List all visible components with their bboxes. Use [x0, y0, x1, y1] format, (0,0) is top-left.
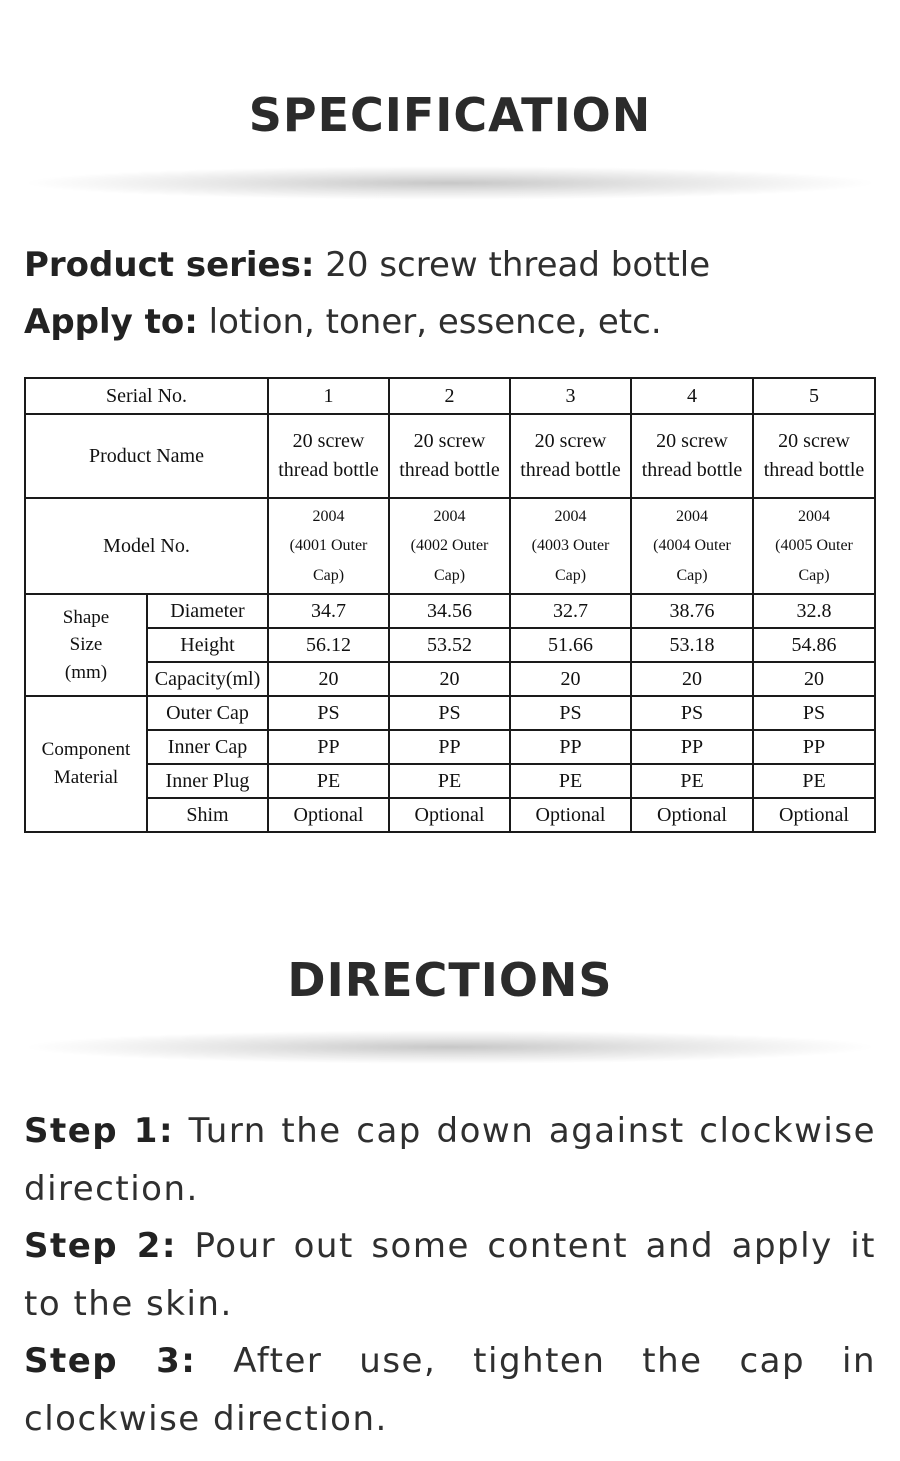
capacity-cell: 20	[631, 662, 753, 696]
height-label: Height	[147, 628, 268, 662]
height-cell: 53.18	[631, 628, 753, 662]
model-cell	[753, 498, 875, 594]
table-row-outer-cap	[25, 696, 875, 730]
outer-cap-cell: PS	[268, 696, 389, 730]
model-line: 2004	[554, 507, 587, 525]
model-line: Cap)	[554, 566, 587, 584]
serial-cell: 2	[389, 378, 510, 414]
shim-cell: Optional	[753, 798, 875, 832]
product-series-line	[24, 245, 876, 285]
inner-cap-cell: PP	[753, 730, 875, 764]
serial-cell: 4	[631, 378, 753, 414]
serial-cell: 5	[753, 378, 875, 414]
step-label: Step 3:	[24, 1341, 197, 1381]
inner-plug-cell: PE	[631, 764, 753, 798]
heading-shadow-divider	[20, 166, 880, 200]
apply-to-line	[24, 302, 876, 342]
table-row-inner-cap	[25, 730, 875, 764]
table-row-serial	[25, 378, 875, 414]
table-row-capacity	[25, 662, 875, 696]
specification-heading: SPECIFICATION	[248, 88, 652, 142]
diameter-cell: 32.7	[510, 594, 631, 628]
product-name-cell	[631, 414, 753, 498]
inner-cap-cell: PP	[510, 730, 631, 764]
product-name-cell	[510, 414, 631, 498]
model-line: (4004 Outer	[653, 537, 731, 555]
table-row-model	[25, 498, 875, 594]
model-cell	[510, 498, 631, 594]
diameter-cell: 32.8	[753, 594, 875, 628]
model-line: Cap)	[312, 566, 345, 584]
height-cell: 54.86	[753, 628, 875, 662]
step-text: After use, tighten the cap in clockwise direction.	[24, 1341, 876, 1439]
inner-plug-cell: PE	[753, 764, 875, 798]
inner-plug-label: Inner Plug	[147, 764, 268, 798]
apply-to-value: lotion, toner, essence, etc.	[197, 302, 662, 342]
product-name-cell	[389, 414, 510, 498]
product-name-line: thread bottle	[278, 459, 379, 481]
product-name-line: thread bottle	[520, 459, 621, 481]
model-cell	[268, 498, 389, 594]
product-name-line: thread bottle	[399, 459, 500, 481]
group-line: (mm)	[64, 661, 108, 683]
height-cell: 53.52	[389, 628, 510, 662]
table-row-inner-plug	[25, 764, 875, 798]
inner-cap-cell: PP	[268, 730, 389, 764]
serial-cell: 1	[268, 378, 389, 414]
shim-cell: Optional	[389, 798, 510, 832]
inner-cap-cell: PP	[631, 730, 753, 764]
inner-cap-cell: PP	[389, 730, 510, 764]
product-name-label: Product Name	[25, 414, 268, 498]
outer-cap-cell: PS	[753, 696, 875, 730]
capacity-cell: 20	[268, 662, 389, 696]
group-line: Size	[69, 634, 103, 656]
model-cell	[389, 498, 510, 594]
serial-cell: 3	[510, 378, 631, 414]
product-series-value: 20 screw thread bottle	[314, 245, 711, 285]
diameter-cell: 34.7	[268, 594, 389, 628]
inner-plug-cell: PE	[389, 764, 510, 798]
model-cell	[631, 498, 753, 594]
shim-cell: Optional	[268, 798, 389, 832]
specification-table	[24, 377, 876, 833]
diameter-label: Diameter	[147, 594, 268, 628]
product-name-cell	[268, 414, 389, 498]
component-material-group-label	[25, 696, 147, 832]
heading-shadow-divider	[20, 1030, 880, 1064]
product-series-label: Product series:	[24, 245, 315, 285]
group-line: Material	[53, 767, 119, 788]
shim-label: Shim	[147, 798, 268, 832]
capacity-label: Capacity(ml)	[147, 662, 268, 696]
capacity-cell: 20	[510, 662, 631, 696]
product-name-line: 20 screw	[778, 430, 850, 452]
step-label: Step 2:	[24, 1226, 177, 1266]
step-item	[24, 1103, 876, 1218]
shim-cell: Optional	[510, 798, 631, 832]
product-name-cell	[753, 414, 875, 498]
table-row-shim	[25, 798, 875, 832]
capacity-cell: 20	[753, 662, 875, 696]
shim-cell: Optional	[631, 798, 753, 832]
diameter-cell: 38.76	[631, 594, 753, 628]
step-item	[24, 1218, 876, 1333]
outer-cap-cell: PS	[510, 696, 631, 730]
model-line: Cap)	[676, 566, 708, 584]
directions-heading: DIRECTIONS	[287, 953, 613, 1007]
table-row-diameter	[25, 594, 875, 628]
model-line: (4003 Outer	[531, 537, 610, 555]
table-row-height	[25, 628, 875, 662]
height-cell: 56.12	[268, 628, 389, 662]
model-line: (4002 Outer	[410, 537, 489, 555]
group-line: Component	[41, 739, 131, 761]
product-name-line: thread bottle	[641, 459, 743, 481]
diameter-cell: 34.56	[389, 594, 510, 628]
outer-cap-label: Outer Cap	[147, 696, 268, 730]
product-name-line: 20 screw	[534, 430, 607, 452]
model-label: Model No.	[25, 498, 268, 594]
product-name-line: thread bottle	[763, 459, 865, 481]
step-label: Step 1:	[24, 1111, 175, 1151]
shape-size-group-label	[25, 594, 147, 696]
step-text: Turn the cap down against clockwise direction.	[24, 1111, 876, 1209]
model-line: (4005 Outer	[775, 537, 853, 555]
model-line: 2004	[676, 507, 708, 525]
product-name-line: 20 screw	[413, 430, 486, 452]
model-line: 2004	[798, 507, 830, 525]
inner-plug-cell: PE	[268, 764, 389, 798]
capacity-cell: 20	[389, 662, 510, 696]
apply-to-label: Apply to:	[24, 302, 198, 342]
table-row-product-name	[25, 414, 875, 498]
model-line: Cap)	[433, 566, 466, 584]
model-line: (4001 Outer	[289, 537, 368, 555]
outer-cap-cell: PS	[631, 696, 753, 730]
height-cell: 51.66	[510, 628, 631, 662]
directions-steps	[24, 1103, 876, 1448]
inner-cap-label: Inner Cap	[147, 730, 268, 764]
serial-label: Serial No.	[25, 378, 268, 414]
model-line: Cap)	[798, 566, 830, 584]
model-line: 2004	[312, 507, 345, 525]
product-name-line: 20 screw	[292, 430, 365, 452]
product-name-line: 20 screw	[656, 430, 728, 452]
outer-cap-cell: PS	[389, 696, 510, 730]
model-line: 2004	[433, 507, 466, 525]
inner-plug-cell: PE	[510, 764, 631, 798]
step-item	[24, 1333, 876, 1448]
step-text: Pour out some content and apply it to the skin.	[24, 1226, 876, 1324]
group-line: Shape	[62, 606, 110, 628]
